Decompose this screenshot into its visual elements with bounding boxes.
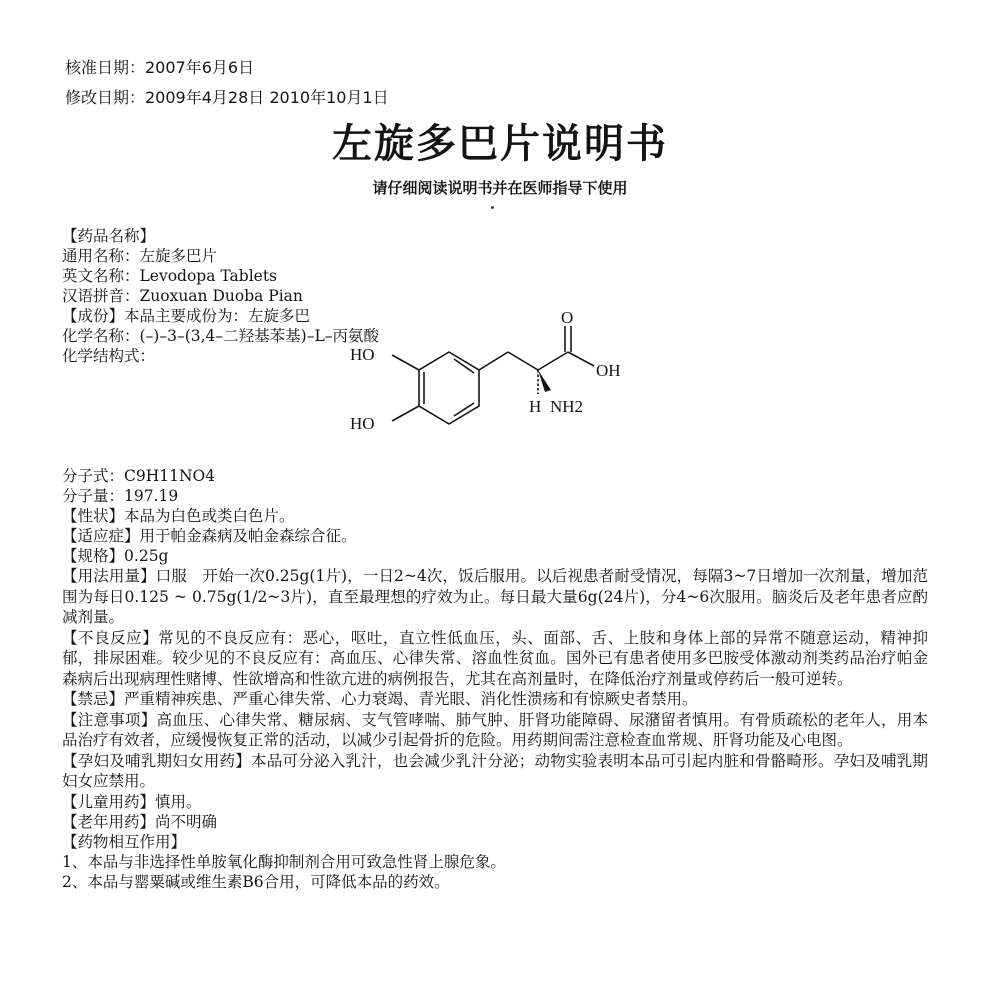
drug-name-section — [62, 226, 928, 246]
indications-heading: 【 适应症 】 — [62, 527, 140, 545]
specification-section — [62, 546, 928, 566]
ho-bottom-label: HO — [350, 414, 375, 433]
geriatric-heading: 【 老年用药 】 — [62, 813, 155, 831]
structure-label: 化学结构式： — [62, 347, 156, 365]
ho-bottom-bond — [392, 406, 419, 421]
wedge-bond-nh2 — [538, 370, 551, 392]
pregnancy-section — [62, 751, 928, 792]
benzene-ring — [419, 352, 479, 424]
dosage-section — [62, 566, 928, 628]
amine-label: NH2 — [550, 397, 584, 416]
document-subtitle: 请仔细阅读说明书并在医师指导下使用 — [372, 179, 628, 197]
composition-section — [62, 306, 928, 326]
adverse-reactions-section — [62, 628, 928, 690]
chemical-structure-diagram — [332, 308, 652, 469]
composition-heading: 【 成份 】 — [62, 307, 124, 325]
contraindications-section — [62, 689, 928, 710]
interaction-item: 1、本品与非选择性单胺氧化酶抑制剂合用可致急性肾上腺危象。 — [62, 852, 506, 871]
pediatric-section — [62, 792, 928, 812]
generic-name: 通用名称：左旋多巴片 — [62, 247, 218, 265]
ho-top-bond — [392, 355, 419, 370]
specification-text: 0.25g — [124, 547, 169, 565]
molecular-formula: 分子式：C9H11NO4 — [62, 467, 216, 485]
geriatric-section — [62, 812, 928, 832]
hydrogen-label: H — [529, 397, 542, 416]
dosage-heading: 【 用法用量 】 — [62, 567, 156, 585]
composition-text: 本品主要成份为：左旋多巴 — [124, 307, 311, 325]
precautions-heading: 【 注意事项 】 — [62, 711, 157, 729]
document-title: 左旋多巴片说明书 — [332, 121, 668, 167]
chemical-name: 化学名称：(–)–3–(3,4–二羟基苯基)–L–丙氨酸 — [62, 327, 379, 345]
english-name: 英文名称：Levodopa Tablets — [62, 267, 278, 285]
geriatric-text: 尚不明确 — [155, 812, 218, 831]
specification-heading: 【 规格 】 — [62, 547, 124, 565]
pediatric-heading: 【 儿童用药 】 — [62, 793, 155, 811]
oxygen-label: O — [561, 308, 574, 327]
interaction-item: 2、本品与罂粟碱或维生素B6合用，可降低本品的药效。 — [62, 872, 450, 891]
dosage-text: 口服 开始一次0.25g(1片)，一日2~4次，饭后服用。以后视患者耐受情况，每隔3~7日增加一次剂量，增加范围为每日0.125 ~ 0.75g(1/2~3片)，直至最理想的疗效为止。每日最大量6g(24片)，分4~6次服用。脑炎后及老年患者应酌减剂量。 — [62, 567, 928, 626]
drug-name-heading: 【 药品名称 】 — [62, 227, 155, 245]
indications-section — [62, 526, 928, 546]
pregnancy-heading: 【 孕妇及哺乳期妇女用药 】 — [62, 752, 251, 770]
precautions-section — [62, 710, 928, 751]
appearance-section — [62, 506, 928, 526]
approval-date: 核准日期：2007年6月6日 — [65, 58, 255, 77]
pinyin-name: 汉语拼音：Zuoxuan Duoba Pian — [62, 287, 303, 305]
contraindications-heading: 【 禁忌 】 — [62, 690, 124, 708]
molecular-weight: 分子量：197.19 — [62, 487, 179, 505]
adverse-reactions-heading: 【 不良反应 】 — [62, 629, 158, 647]
ch2-calpha-bond — [508, 352, 538, 370]
pregnancy-text: 本品可分泌入乳汁，也会减少乳汁分泌；动物实验表明本品可引起内脏和骨骼畸形。孕妇及哺乳期妇女应禁用。 — [62, 751, 928, 790]
calpha-carboxyl-bond — [538, 352, 568, 370]
leaflet-body — [62, 226, 928, 892]
aromatic-bond-2 — [454, 403, 474, 416]
hydroxyl-label: OH — [596, 361, 621, 380]
appearance-text: 本品为白色或类白色片。 — [124, 507, 295, 525]
oh-bond — [568, 352, 594, 366]
precautions-text: 高血压、心律失常、糖尿病、支气管哮喘、肺气肿、肝肾功能障碍、尿潴留者慎用。有骨质疏松的老年人，用本品治疗有效者，应缓慢恢复正常的活动，以减少引起骨折的危险。用药期间需注意检查血常规、肝肾功能及心电图。 — [62, 710, 928, 749]
appearance-heading: 【 性状 】 — [62, 507, 124, 525]
ring-ch2-bond — [479, 352, 508, 370]
revision-date: 修改日期：2009年4月28日 2010年10月1日 — [65, 88, 389, 107]
contraindications-text: 严重精神疾患、严重心律失常、心力衰竭、青光眼、消化性溃疡和有惊厥史者禁用。 — [124, 690, 698, 708]
ho-top-label: HO — [350, 345, 375, 364]
pediatric-text: 慎用。 — [155, 792, 202, 811]
interactions-section — [62, 832, 928, 852]
adverse-reactions-text: 常见的不良反应有：恶心，呕吐，直立性低血压，头、面部、舌、上肢和身体上部的异常不随意运动，精神抑郁，排尿困难。较少见的不良反应有：高血压、心律失常、溶血性贫血。国外已有患者使用多巴胺受体激动剂类药品治疗帕金森病后出现病理性赌博、性欲增高和性欲亢进的病例报告，尤其在高剂量时，在降低治疗剂量或停药后一般可逆转。 — [62, 628, 928, 688]
scan-dot — [491, 206, 494, 209]
interactions-heading: 【 药物相互作用 】 — [62, 833, 186, 851]
indications-text: 用于帕金森病及帕金森综合征。 — [139, 527, 357, 545]
